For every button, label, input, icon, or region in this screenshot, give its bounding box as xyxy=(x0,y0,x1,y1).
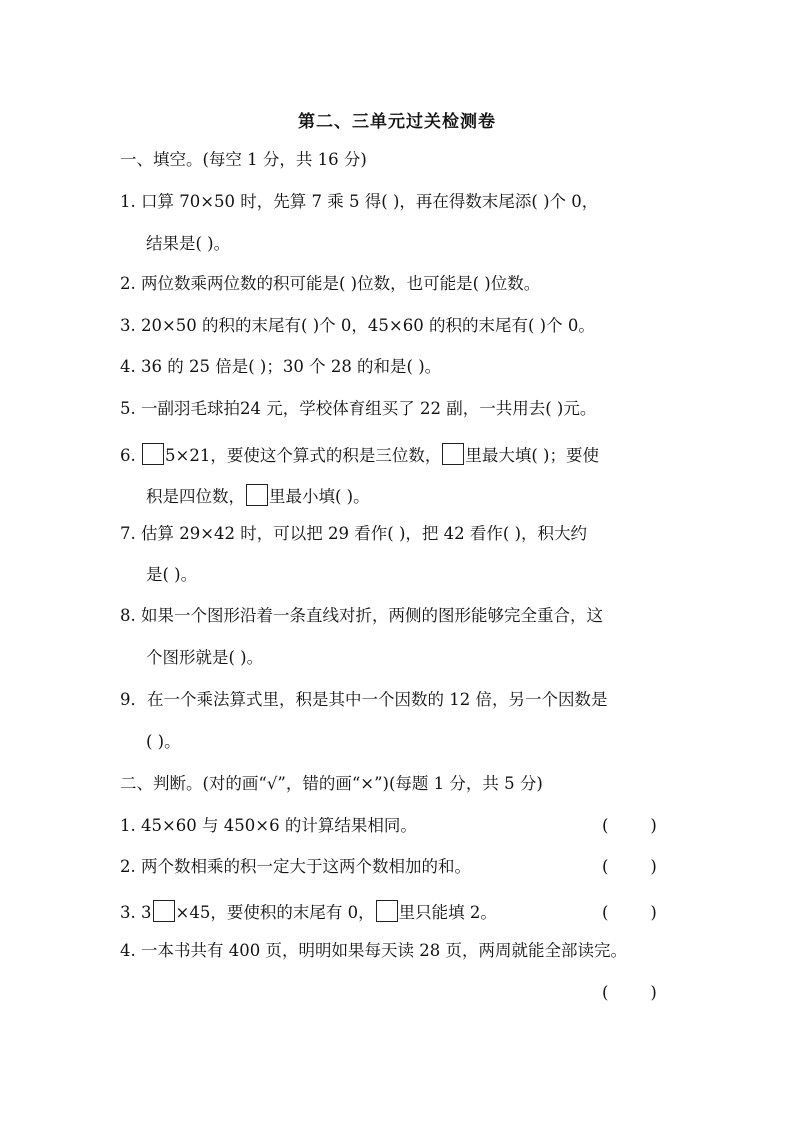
question-2: 2. 两位数乘两位数的积可能是( )位数，也可能是( )位数。 xyxy=(120,274,541,293)
judge-question-3 xyxy=(120,900,497,925)
judge-question-3-text-b: ×45，要使积的末尾有 0， xyxy=(175,903,375,922)
question-5: 5. 一副羽毛球拍24 元，学校体育组买了 22 副，一共用去( )元。 xyxy=(120,399,597,418)
section1-heading: 一、填空。(每空 1 分，共 16 分) xyxy=(120,150,367,169)
answer-paren[interactable]: ( ) xyxy=(602,816,657,835)
page-title: 第二、三单元过关检测卷 xyxy=(298,112,496,132)
question-6-text-d: 里最小填( )。 xyxy=(269,487,370,506)
question-8-line2: 个图形就是( )。 xyxy=(146,648,264,667)
blank-box[interactable] xyxy=(442,443,464,465)
blank-box[interactable] xyxy=(376,900,398,922)
question-6-text-b: 里最大填( )；要使 xyxy=(465,446,599,465)
section2-heading: 二、判断。(对的画“√”，错的画“×”)(每题 1 分，共 5 分) xyxy=(120,774,543,793)
question-7-line1: 7. 估算 29×42 时，可以把 29 看作( )，把 42 看作( )，积大约 xyxy=(120,524,588,543)
question-9-line2: ( )。 xyxy=(146,732,181,751)
question-3: 3. 20×50 的积的末尾有( )个 0，45×60 的积的末尾有( )个 0。 xyxy=(120,316,595,335)
answer-paren[interactable]: ( ) xyxy=(602,903,657,922)
answer-paren[interactable]: ( ) xyxy=(602,857,657,876)
blank-box[interactable] xyxy=(246,484,268,506)
judge-question-3-text-a: 3. 3 xyxy=(120,903,152,922)
judge-question-2: 2. 两个数相乘的积一定大于这两个数相加的和。 xyxy=(120,857,471,876)
judge-question-1: 1. 45×60 与 450×6 的计算结果相同。 xyxy=(120,816,417,835)
question-1-line1: 1. 口算 70×50 时，先算 7 乘 5 得( )，再在得数末尾添( )个 0， xyxy=(120,192,599,211)
judge-question-3-text-c: 里只能填 2。 xyxy=(398,903,497,922)
answer-paren[interactable]: ( ) xyxy=(602,983,657,1002)
question-6-line1 xyxy=(120,443,599,468)
question-6-text-a: 5×21，要使这个算式的积是三位数， xyxy=(165,446,442,465)
judge-question-4: 4. 一本书共有 400 页，明明如果每天读 28 页，两周就能全部读完。 xyxy=(120,941,627,960)
question-9-line1: 9．在一个乘法算式里，积是其中一个因数的 12 倍，另一个因数是 xyxy=(120,690,608,709)
question-6-text-c: 积是四位数， xyxy=(146,487,245,506)
question-4: 4. 36 的 25 倍是( )；30 个 28 的和是( )。 xyxy=(120,357,442,376)
question-6-number: 6. xyxy=(120,446,136,465)
question-6-line2 xyxy=(146,484,370,509)
question-8-line1: 8. 如果一个图形沿着一条直线对折，两侧的图形能够完全重合，这 xyxy=(120,606,603,625)
blank-box[interactable] xyxy=(142,443,164,465)
question-7-line2: 是( )。 xyxy=(146,565,198,584)
blank-box[interactable] xyxy=(153,900,175,922)
question-1-line2: 结果是( )。 xyxy=(146,234,231,253)
